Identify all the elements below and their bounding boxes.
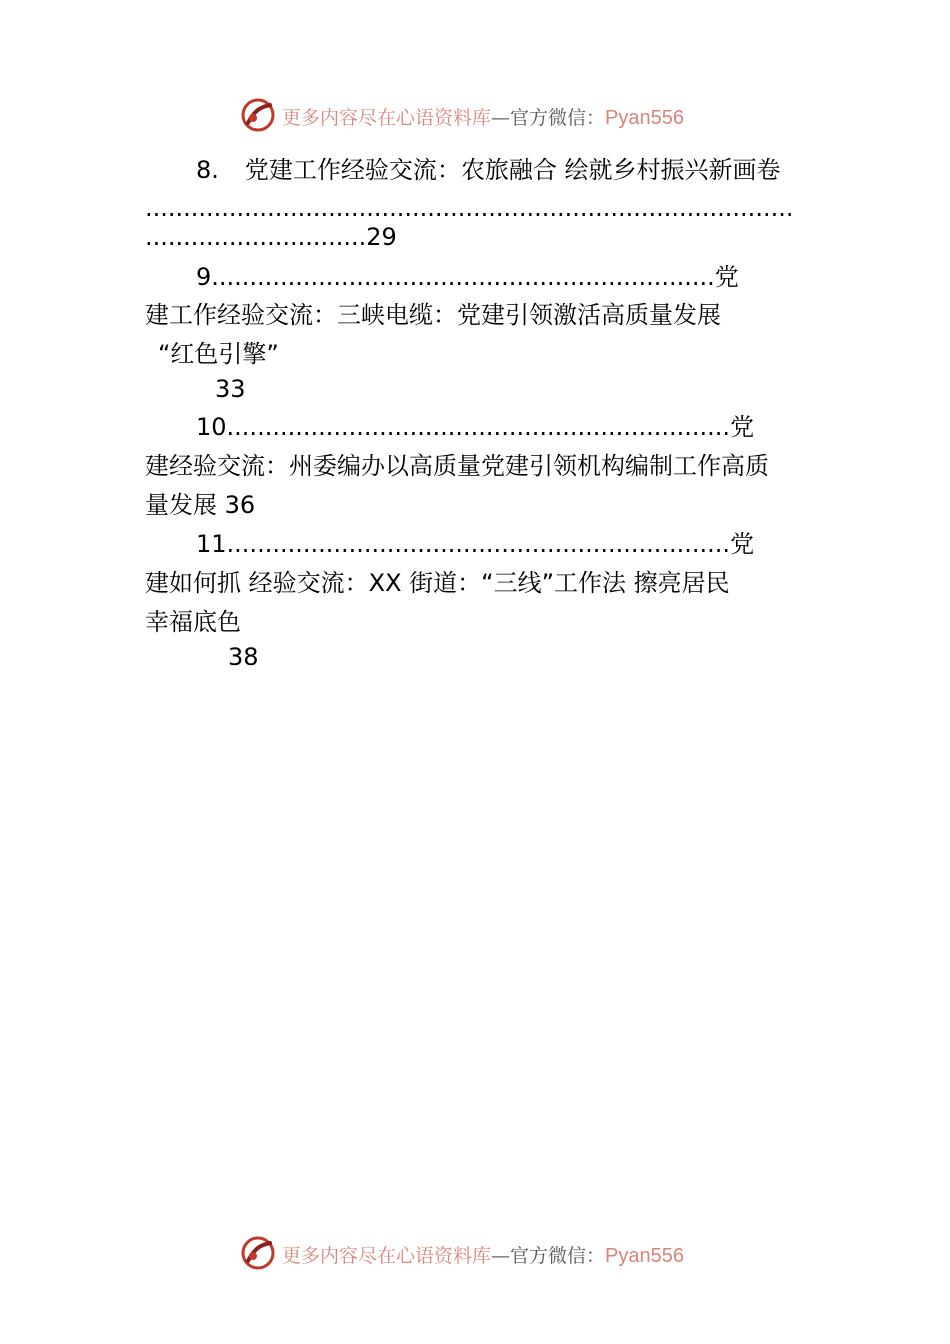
watermark-main-text: 更多内容尽在心语资料库 xyxy=(282,1245,492,1267)
toc-entry-10-heading[interactable]: 10..................................................................党 xyxy=(196,413,755,441)
brush-seal-logo-icon xyxy=(240,1235,276,1271)
toc-entry-8-leader-dots: ..................................................................................... xyxy=(145,194,794,222)
watermark-wechat-label: 官方微信： xyxy=(510,1245,606,1267)
toc-entry-8-heading[interactable] xyxy=(196,155,781,185)
toc-entry-11-number: 11 xyxy=(196,530,227,558)
toc-entry-8-leader-page: .............................29 xyxy=(145,223,397,251)
watermark-text xyxy=(282,103,684,130)
toc-entry-9-number: 9 xyxy=(196,263,212,291)
toc-entry-8-page: 29 xyxy=(366,223,397,251)
toc-entry-8-number: 8. xyxy=(196,156,219,184)
toc-entry-9-page: 33 xyxy=(215,375,246,403)
brush-seal-logo-icon xyxy=(240,97,276,133)
toc-entry-11-page: 38 xyxy=(228,643,259,671)
watermark-wechat-id: Pyan556 xyxy=(605,107,684,129)
toc-entry-11-heading[interactable]: 11..................................................................党 xyxy=(196,530,755,558)
toc-entry-11-title: 建如何抓 经验交流：XX 街道：“三线”工作法 擦亮居民 xyxy=(145,569,730,597)
watermark-wechat-label: 官方微信： xyxy=(510,107,606,129)
toc-entry-9-title: 建工作经验交流：三峡电缆：党建引领激活高质量发展 xyxy=(145,301,721,329)
watermark-banner-bottom xyxy=(0,1233,950,1273)
toc-entry-10-lead: 党 xyxy=(730,413,755,441)
watermark-text xyxy=(282,1241,684,1268)
watermark-banner-top xyxy=(0,95,950,135)
toc-entry-10-title: 建经验交流：州委编办以高质量党建引领机构编制工作高质 xyxy=(145,452,769,480)
toc-entry-9-title-2: “红色引擎” xyxy=(158,340,279,368)
watermark-separator: — xyxy=(491,1245,511,1267)
watermark-wechat-id: Pyan556 xyxy=(605,1245,684,1267)
watermark-separator: — xyxy=(491,107,511,129)
toc-entry-9-lead: 党 xyxy=(714,263,739,291)
toc-entry-9-heading[interactable]: 9..................................................................党 xyxy=(196,263,739,291)
toc-entry-10-title-2: 量发展 36 xyxy=(145,491,256,519)
watermark-main-text: 更多内容尽在心语资料库 xyxy=(282,107,492,129)
toc-entry-10-number: 10 xyxy=(196,413,227,441)
toc-entry-11-lead: 党 xyxy=(730,530,755,558)
toc-entry-11-title-2: 幸福底色 xyxy=(145,608,241,636)
toc-entry-8-title: 党建工作经验交流：农旅融合 绘就乡村振兴新画卷 xyxy=(244,156,781,184)
